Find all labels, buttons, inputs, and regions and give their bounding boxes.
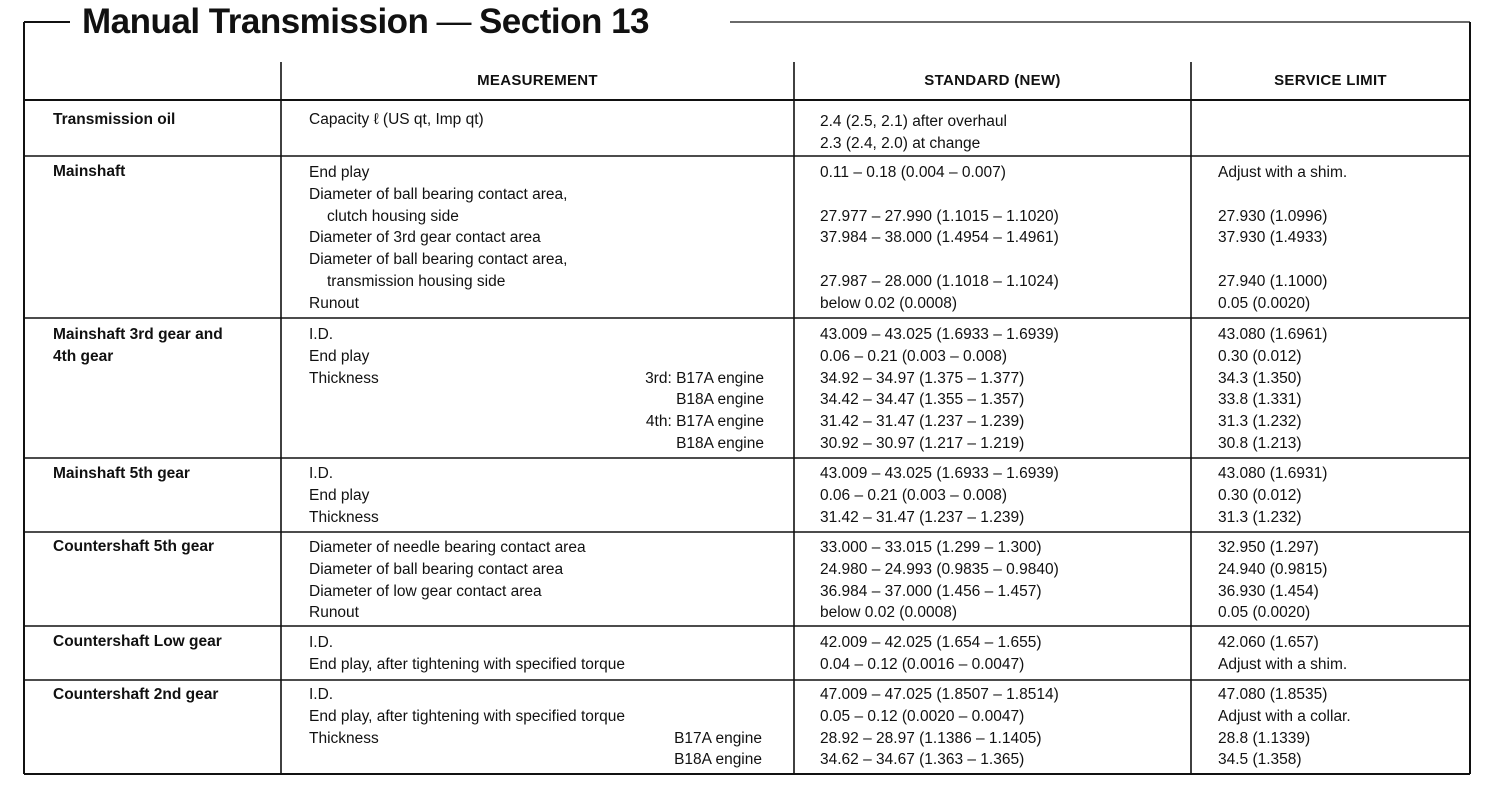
measurement-cell xyxy=(309,162,567,315)
standard-line: 2.4 (2.5, 2.1) after overhaul xyxy=(820,113,1007,130)
standard-line xyxy=(820,249,1059,271)
qualifier-line: B18A engine xyxy=(676,434,764,452)
standard-line: 24.980 – 24.993 (0.9835 – 0.9840) xyxy=(820,560,1059,578)
measurement-cell xyxy=(309,463,379,528)
service-line: 34.3 (1.350) xyxy=(1218,369,1302,387)
measurement-line: Diameter of ball bearing contact area, xyxy=(309,185,568,203)
measurement-cell xyxy=(309,632,625,676)
qualifier-line: 4th: B17A engine xyxy=(645,413,764,431)
service-line: 31.3 (1.232) xyxy=(1218,508,1302,526)
measurement-line: Runout xyxy=(309,294,359,312)
label-line: 4th gear xyxy=(53,347,114,365)
measurement-cell xyxy=(309,109,484,131)
service-line xyxy=(1218,249,1347,271)
standard-cell xyxy=(820,463,1059,528)
service-line: 36.930 (1.454) xyxy=(1218,582,1319,600)
label-line: Countershaft Low gear xyxy=(53,633,222,650)
measurement-line: Diameter of ball bearing contact area xyxy=(309,560,564,578)
service-line: Adjust with a collar. xyxy=(1218,707,1351,725)
measurement-line: End play xyxy=(309,347,370,365)
col-header-measurement: MEASUREMENT xyxy=(477,72,598,89)
measurement-line: I.D. xyxy=(309,465,334,482)
standard-cell xyxy=(820,537,1059,624)
measurement-line: I.D. xyxy=(309,326,334,343)
standard-line: 47.009 – 47.025 (1.8507 – 1.8514) xyxy=(820,686,1059,703)
measurement-line: End play, after tightening with specified torque xyxy=(309,707,625,725)
standard-cell xyxy=(820,162,1059,315)
measurement-line: Diameter of needle bearing contact area xyxy=(309,539,586,556)
standard-line: 43.009 – 43.025 (1.6933 – 1.6939) xyxy=(820,465,1059,482)
row-label-transmission-oil xyxy=(53,109,175,131)
label-line: Mainshaft 3rd gear and xyxy=(53,326,223,343)
service-line: 0.30 (0.012) xyxy=(1218,486,1302,504)
standard-line: 27.987 – 28.000 (1.1018 – 1.1024) xyxy=(820,272,1059,290)
service-line: 27.930 (1.0996) xyxy=(1218,207,1328,225)
row-label-mainshaft xyxy=(53,161,125,183)
row-label-countershaft-5th xyxy=(53,536,214,558)
qualifier-line xyxy=(540,346,764,368)
measurement-line: Diameter of low gear contact area xyxy=(309,582,542,600)
qualifier-cell xyxy=(540,684,762,771)
standard-line: 37.984 – 38.000 (1.4954 – 1.4961) xyxy=(820,229,1059,247)
measurement-line: I.D. xyxy=(309,686,334,703)
service-line: 31.3 (1.232) xyxy=(1218,413,1302,431)
standard-line: 28.92 – 28.97 (1.1386 – 1.1405) xyxy=(820,729,1042,747)
measurement-line: Thickness xyxy=(309,369,379,387)
service-line: 37.930 (1.4933) xyxy=(1218,229,1328,247)
service-line: 34.5 (1.358) xyxy=(1218,751,1302,769)
service-line: 32.950 (1.297) xyxy=(1218,539,1319,556)
standard-line: 0.05 – 0.12 (0.0020 – 0.0047) xyxy=(820,707,1025,725)
service-cell xyxy=(1218,684,1351,771)
qualifier-cell xyxy=(540,324,764,455)
standard-line: 0.11 – 0.18 (0.004 – 0.007) xyxy=(820,164,1006,181)
standard-line: 30.92 – 30.97 (1.217 – 1.219) xyxy=(820,434,1025,452)
title-left: Manual Transmission xyxy=(82,2,429,41)
title-right: Section 13 xyxy=(478,2,650,41)
standard-line: 36.984 – 37.000 (1.456 – 1.457) xyxy=(820,582,1042,600)
standard-line: 2.3 (2.4, 2.0) at change xyxy=(820,134,981,152)
standard-line: 34.42 – 34.47 (1.355 – 1.357) xyxy=(820,391,1025,409)
standard-line: 34.92 – 34.97 (1.375 – 1.377) xyxy=(820,369,1025,387)
standard-line: 34.62 – 34.67 (1.363 – 1.365) xyxy=(820,751,1025,769)
service-line: 0.05 (0.0020) xyxy=(1218,604,1311,622)
service-line: 24.940 (0.9815) xyxy=(1218,560,1328,578)
measurement-line: Thickness xyxy=(309,729,379,747)
page-title xyxy=(72,2,659,42)
service-line: 27.940 (1.1000) xyxy=(1218,272,1328,290)
service-line: 43.080 (1.6961) xyxy=(1218,326,1328,343)
standard-cell xyxy=(820,684,1059,771)
measurement-line: transmission housing side xyxy=(327,272,506,290)
service-line: 0.05 (0.0020) xyxy=(1218,294,1311,312)
standard-cell xyxy=(820,632,1042,676)
standard-cell xyxy=(820,324,1059,455)
label-line: Mainshaft xyxy=(53,163,126,180)
standard-line: below 0.02 (0.0008) xyxy=(820,294,958,312)
qualifier-line xyxy=(540,706,762,728)
measurement-line: Diameter of ball bearing contact area, xyxy=(309,251,568,269)
measurement-line: End play xyxy=(309,486,370,504)
service-cell xyxy=(1218,632,1347,676)
service-line: 42.060 (1.657) xyxy=(1218,634,1319,651)
row-label-countershaft-low xyxy=(53,631,222,653)
measurement-line: Thickness xyxy=(309,508,379,526)
measurement-line: clutch housing side xyxy=(327,207,459,225)
measurement-line: Diameter of 3rd gear contact area xyxy=(309,229,541,247)
qualifier-line: B18A engine xyxy=(676,391,764,409)
standard-line xyxy=(820,184,1059,206)
service-line: Adjust with a shim. xyxy=(1218,655,1348,673)
row-label-countershaft-2nd xyxy=(53,684,218,706)
row-label-mainshaft-3rd-4th xyxy=(53,324,223,368)
row-label-mainshaft-5th xyxy=(53,463,190,485)
col-header-standard: STANDARD (NEW) xyxy=(924,72,1061,89)
service-line: 30.8 (1.213) xyxy=(1218,434,1302,452)
label-line: Countershaft 2nd gear xyxy=(53,686,219,703)
standard-line: 33.000 – 33.015 (1.299 – 1.300) xyxy=(820,539,1042,556)
measurement-line: Runout xyxy=(309,604,359,622)
service-line xyxy=(1218,184,1347,206)
service-line: 28.8 (1.1339) xyxy=(1218,729,1311,747)
standard-line: below 0.02 (0.0008) xyxy=(820,604,958,622)
qualifier-line: B17A engine xyxy=(674,729,762,747)
standard-line: 0.06 – 0.21 (0.003 – 0.008) xyxy=(820,347,1008,365)
measurement-line: End play, after tightening with specified torque xyxy=(309,655,625,673)
qualifier-line xyxy=(540,324,764,346)
standard-line: 0.04 – 0.12 (0.0016 – 0.0047) xyxy=(820,655,1025,673)
label-line: Mainshaft 5th gear xyxy=(53,465,190,482)
qualifier-line: 3rd: B17A engine xyxy=(645,369,764,387)
measurement-cell xyxy=(309,324,379,389)
standard-cell xyxy=(820,111,1007,155)
qualifier-line xyxy=(540,684,762,706)
standard-line: 31.42 – 31.47 (1.237 – 1.239) xyxy=(820,508,1025,526)
service-line: 0.30 (0.012) xyxy=(1218,347,1302,365)
standard-line: 0.06 – 0.21 (0.003 – 0.008) xyxy=(820,486,1008,504)
measurement-line: Capacity ℓ (US qt, Imp qt) xyxy=(309,111,484,128)
standard-line: 27.977 – 27.990 (1.1015 – 1.1020) xyxy=(820,207,1059,225)
title-dash: — xyxy=(436,2,471,41)
qualifier-line: B18A engine xyxy=(674,751,762,769)
col-header-service-limit: SERVICE LIMIT xyxy=(1274,72,1387,89)
service-line: 33.8 (1.331) xyxy=(1218,391,1302,409)
measurement-line: I.D. xyxy=(309,634,334,651)
service-cell xyxy=(1218,324,1327,455)
standard-line: 42.009 – 42.025 (1.654 – 1.655) xyxy=(820,634,1042,651)
measurement-line: End play xyxy=(309,164,370,181)
label-line: Transmission oil xyxy=(53,111,176,128)
service-cell xyxy=(1218,537,1327,624)
service-cell xyxy=(1218,162,1347,315)
service-cell xyxy=(1218,463,1327,528)
standard-line: 31.42 – 31.47 (1.237 – 1.239) xyxy=(820,413,1025,431)
measurement-cell xyxy=(309,537,586,624)
label-line: Countershaft 5th gear xyxy=(53,538,215,555)
service-line: 47.080 (1.8535) xyxy=(1218,686,1328,703)
service-line: 43.080 (1.6931) xyxy=(1218,465,1328,482)
standard-line: 43.009 – 43.025 (1.6933 – 1.6939) xyxy=(820,326,1059,343)
service-line: Adjust with a shim. xyxy=(1218,164,1348,181)
